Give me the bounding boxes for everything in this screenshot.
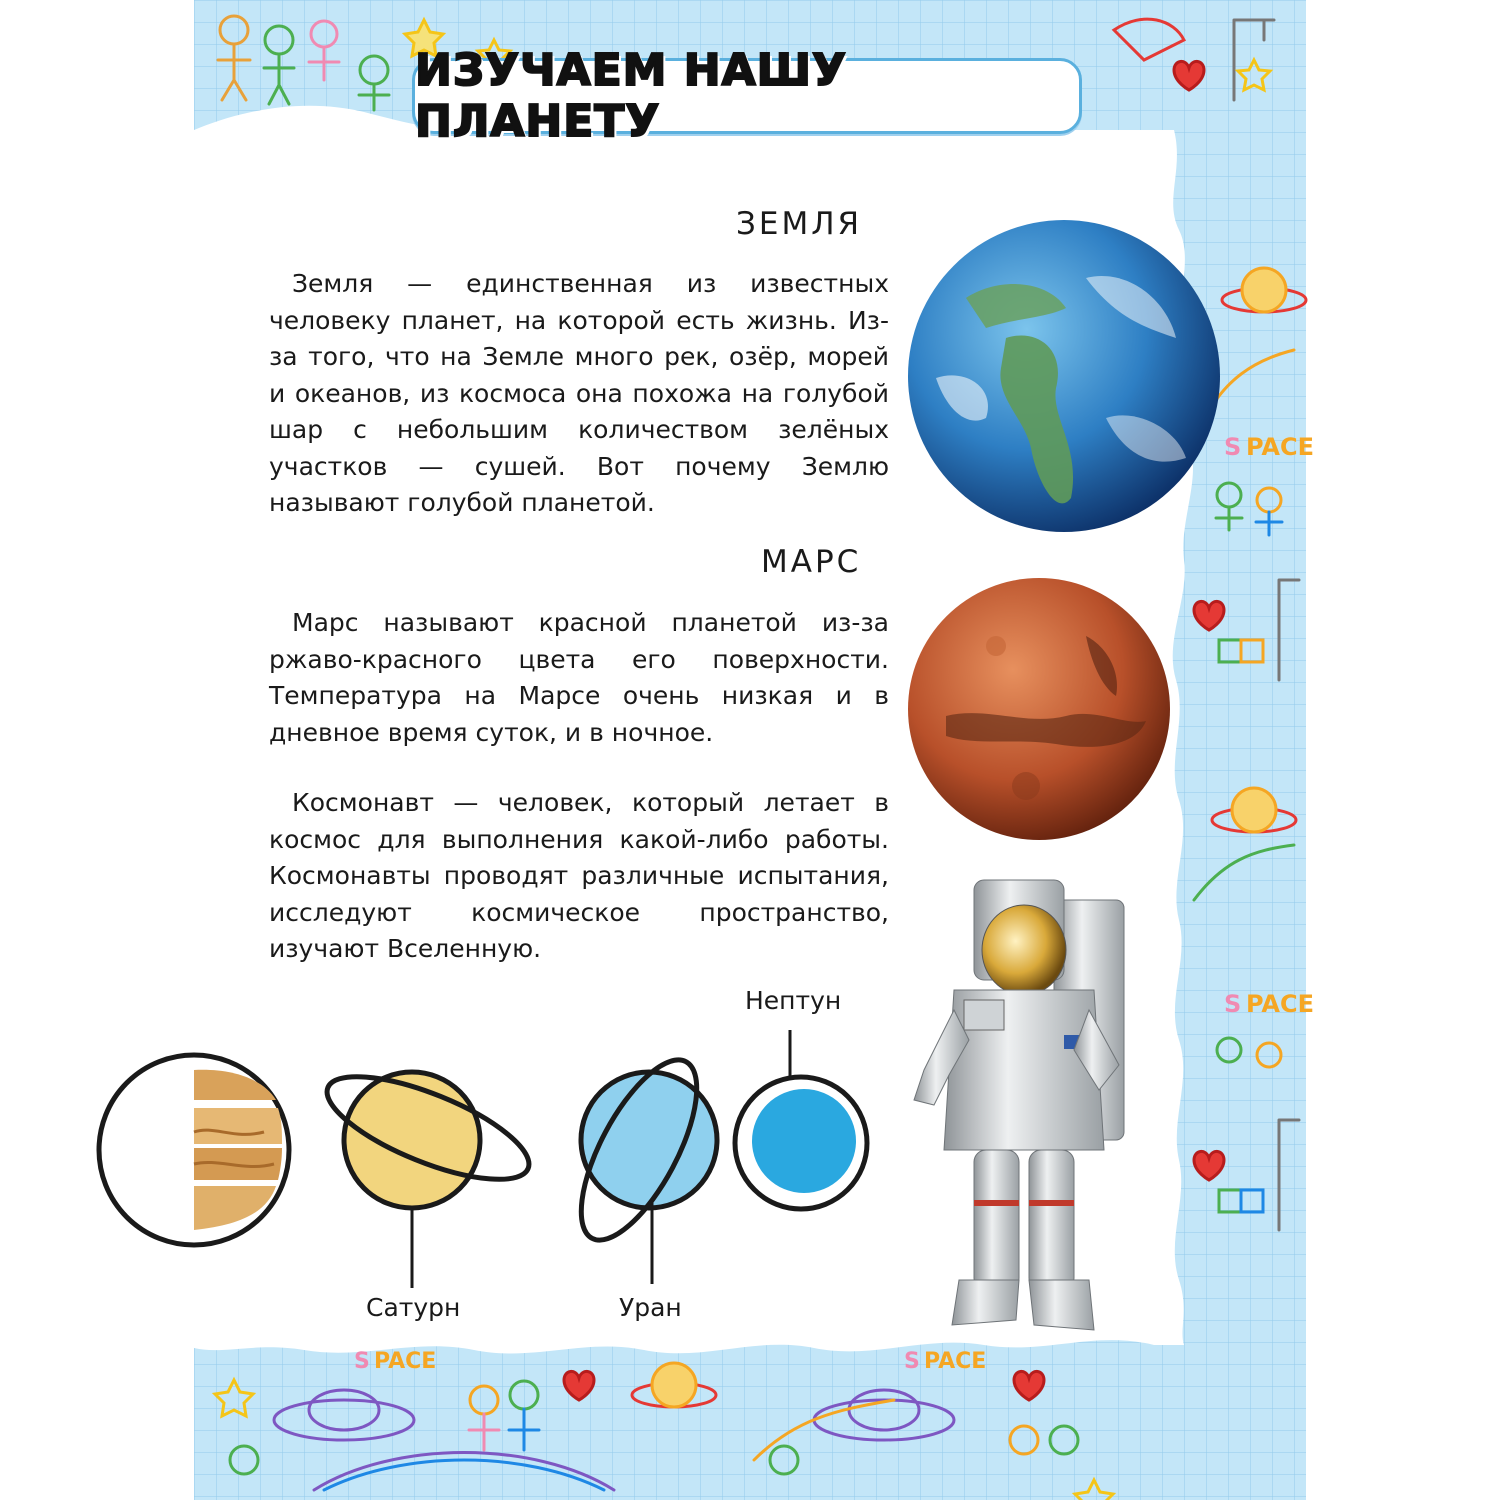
mars-image: [906, 576, 1172, 842]
svg-text:PACE: PACE: [1246, 433, 1314, 461]
planets-diagram: [194, 1040, 894, 1300]
earth-heading: ЗЕМЛЯ: [736, 206, 863, 242]
svg-text:S: S: [354, 1349, 370, 1374]
book-page: [194, 0, 1314, 1500]
neptune-label: Нептун: [745, 986, 842, 1015]
svg-text:PACE: PACE: [374, 1349, 437, 1374]
cosmonaut-text: Космонавт — человек, который летает в космос для выполнения какой-либо работы. Космонавты проводят различные испытания, исследуют космическое пространство, изучают Вселенную.: [269, 788, 889, 963]
svg-text:S: S: [1224, 990, 1242, 1018]
mars-text: Марс называют красной планетой из-за ржаво-красного цвета его поверхности. Температура на Марсе очень низкая и в дневное время суток, и в ночное.: [269, 608, 889, 747]
earth-text: Земля — единственная из известных человеку планет, на которой есть жизнь. Из-за того, что на Земле много рек, озёр, морей и океанов, из космоса она похожа на голубой шар с небольшим количеством зелёных участков — сушей. Вот почему Землю называют голубой планетой.: [269, 269, 889, 517]
svg-text:S: S: [904, 1349, 920, 1374]
jupiter-planet: [99, 1055, 289, 1245]
svg-text:S: S: [1224, 433, 1242, 461]
uranus-planet: [559, 1044, 720, 1284]
mars-heading: МАРС: [761, 544, 862, 580]
page-title: ИЗУЧАЕМ НАШУ ПЛАНЕТУ: [415, 45, 847, 147]
uranus-label: Уран: [619, 1293, 682, 1322]
saturn-label: Сатурн: [366, 1293, 461, 1322]
saturn-planet: [315, 1056, 541, 1288]
earth-image: [906, 218, 1222, 534]
neptune-planet: [735, 1030, 867, 1209]
svg-text:PACE: PACE: [924, 1349, 987, 1374]
page-title-banner: [412, 45, 1082, 147]
svg-text:PACE: PACE: [1246, 990, 1314, 1018]
astronaut-image: [904, 880, 1149, 1340]
